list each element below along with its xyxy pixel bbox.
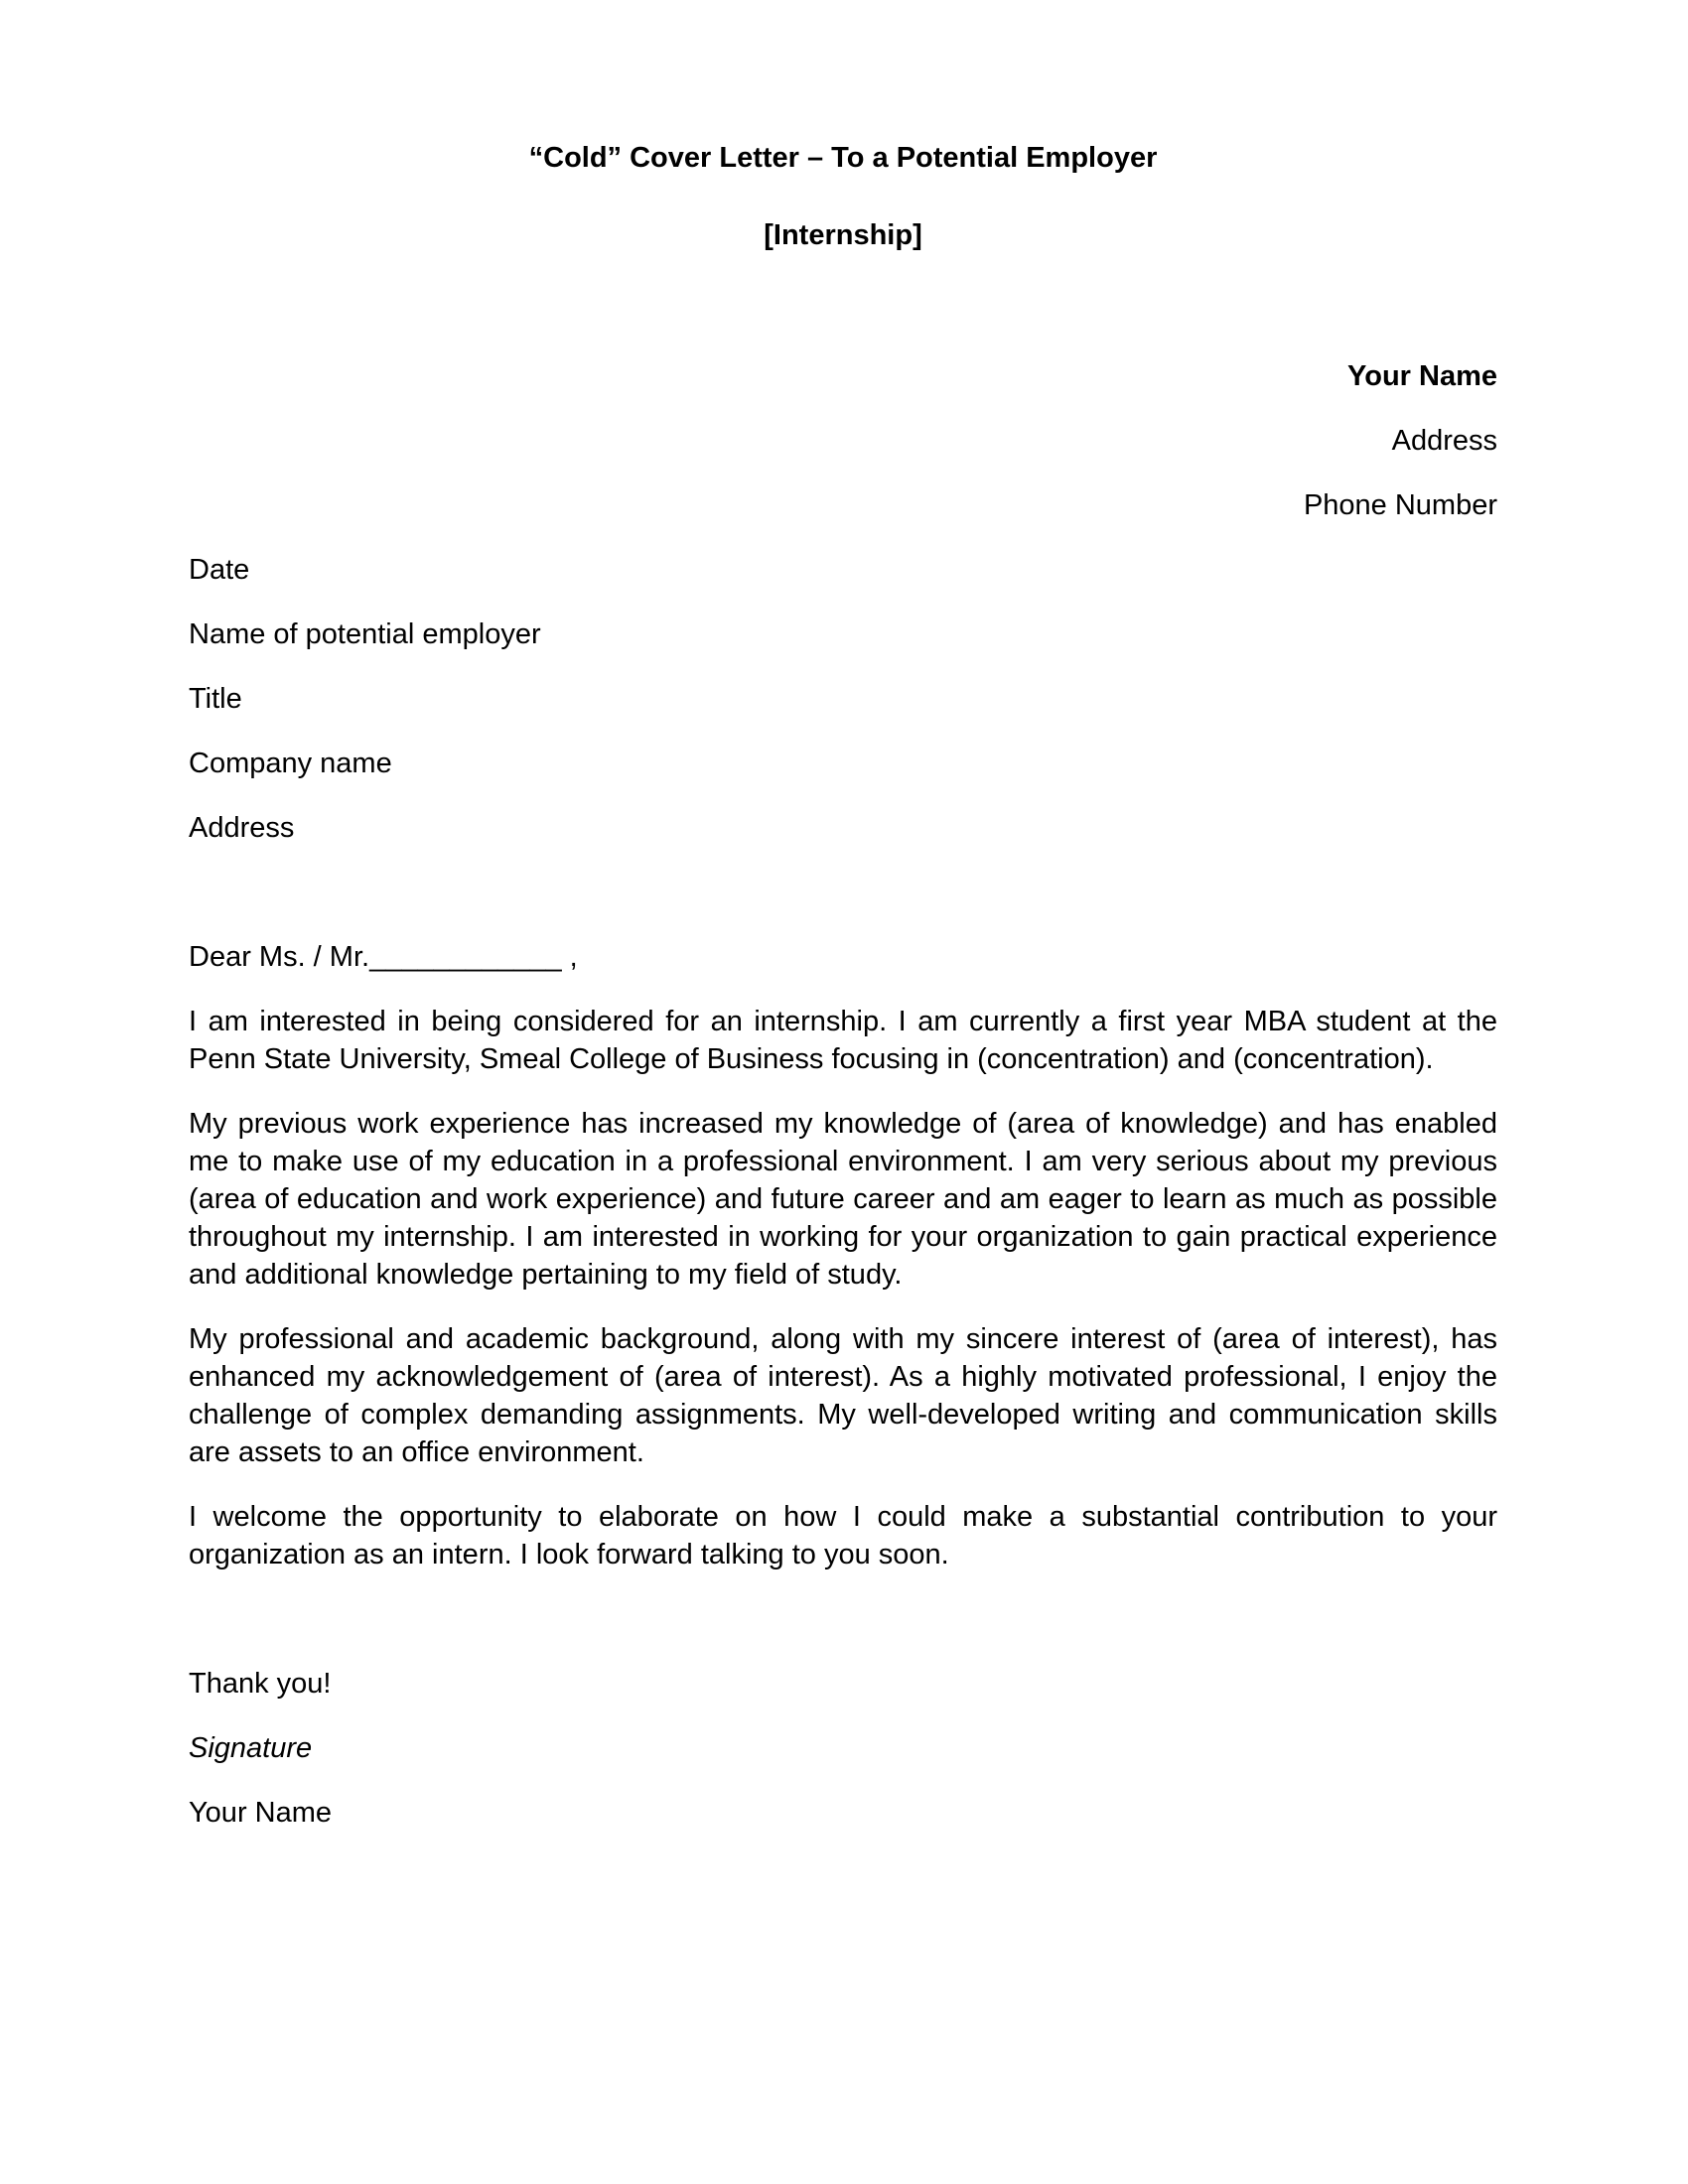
recipient-date: Date xyxy=(189,554,250,586)
sender-address: Address xyxy=(1391,425,1497,457)
body-paragraph-3: My professional and academic background, along with my sincere interest of (area of interest), has enhanced my acknowledgement of (area of interest). As a highly motivated professional, I enjoy the challenge of complex demanding assignments. My well-developed writing and communication skills are assets to an office environment. xyxy=(189,1323,1497,1468)
recipient-block xyxy=(189,551,1497,847)
closing-signature: Signature xyxy=(189,1732,313,1764)
recipient-address: Address xyxy=(189,812,295,844)
letter-header xyxy=(189,139,1497,254)
closing-name: Your Name xyxy=(189,1797,333,1829)
recipient-title: Title xyxy=(189,683,242,715)
letter-subtitle: [Internship] xyxy=(764,219,922,251)
body-paragraph-4: I welcome the opportunity to elaborate on how I could make a substantial contribution to your organization as an intern. I look forward talking to you soon. xyxy=(189,1501,1497,1570)
letter-body xyxy=(189,938,1497,1832)
salutation: Dear Ms. / Mr.____________ , xyxy=(189,941,578,973)
sender-name: Your Name xyxy=(1347,360,1497,392)
closing-thanks: Thank you! xyxy=(189,1668,332,1700)
sender-phone: Phone Number xyxy=(1303,489,1497,521)
recipient-company: Company name xyxy=(189,748,392,779)
letter-title: “Cold” Cover Letter – To a Potential Employer xyxy=(528,142,1158,174)
body-paragraph-1: I am interested in being considered for an internship. I am currently a first year MBA student at the Penn State University, Smeal College of Business focusing in (concentration) and (concentration). xyxy=(189,1006,1497,1075)
recipient-employer-name: Name of potential employer xyxy=(189,618,541,650)
body-paragraph-2: My previous work experience has increased my knowledge of (area of knowledge) and has enabled me to make use of my education in a professional environment. I am very serious about my previous (area of education and work experience) and future career and am eager to learn as much as possible throughout my internship. I am interested in working for your organization to gain practical experience and additional knowledge pertaining to my field of study. xyxy=(189,1108,1497,1291)
sender-block xyxy=(189,357,1497,524)
